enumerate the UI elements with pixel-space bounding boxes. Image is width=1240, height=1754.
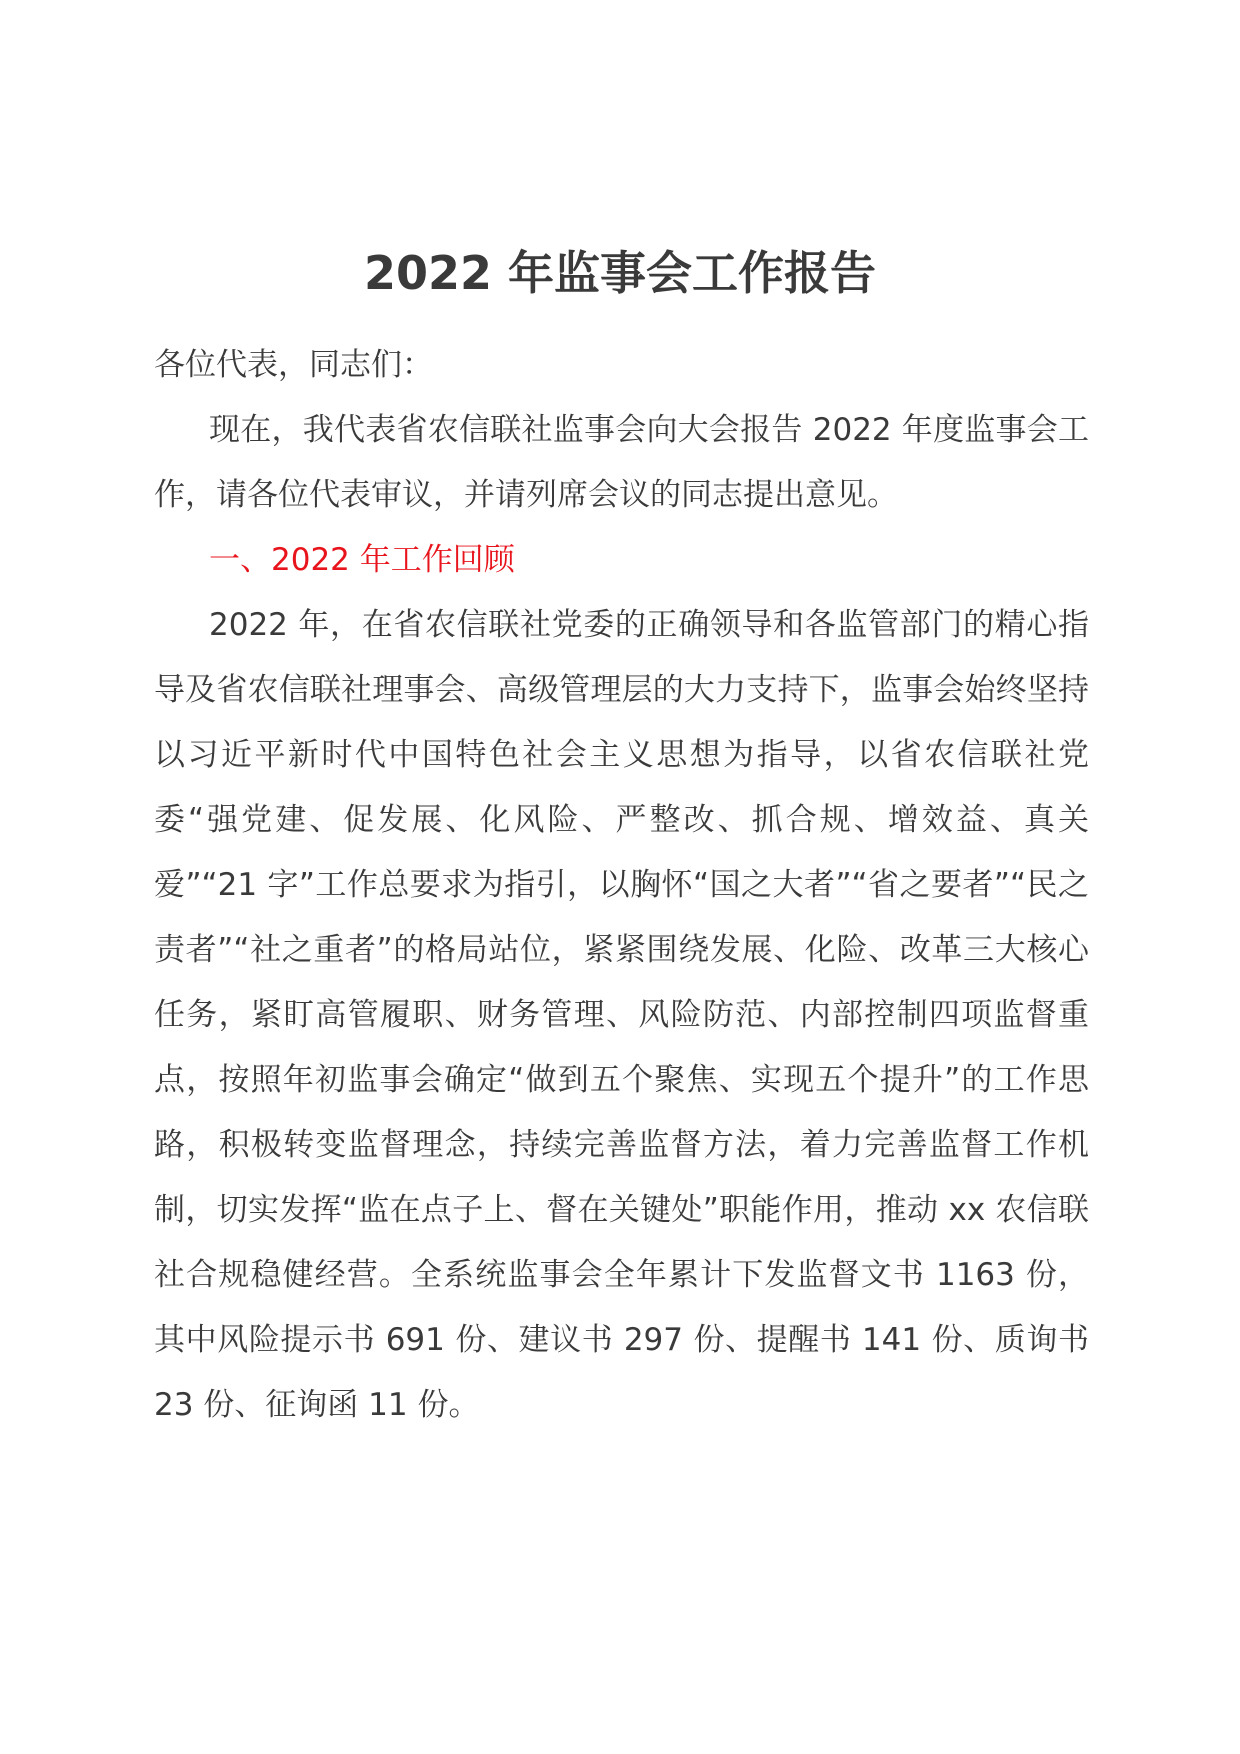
document-body bbox=[154, 333, 1089, 1438]
document-title: 2022 年监事会工作报告 bbox=[363, 246, 877, 300]
intro-paragraph: 现在，我代表省农信联社监事会向大会报告 2022 年度监事会工作，请各位代表审议，并请列席会议的同志提出意见。 bbox=[154, 412, 1089, 513]
salutation: 各位代表，同志们： bbox=[154, 347, 433, 383]
section-paragraph: 2022 年，在省农信联社党委的正确领导和各监管部门的精心指导及省农信联社理事会、高级管理层的大力支持下，监事会始终坚持以习近平新时代中国特色社会主义思想为指导，以省农信联社党委“强党建、促发展、化风险、严整改、抓合规、增效益、真关爱”“21 字”工作总要求为指引，以胸怀“国之大者”“省之要者”“民之责者”“社之重者”的格局站位，紧紧围绕发展、化险、改革三大核心任务，紧盯高管履职、财务管理、风险防范、内部控制四项监督重点，按照年初监事会确定“做到五个聚焦、实现五个提升”的工作思路，积极转变监督理念，持续完善监督方法，着力完善监督工作机制，切实发挥“监在点子上、督在关键处”职能作用，推动 xx 农信联社合规稳健经营。全系统监事会全年累计下发监督文书 1163 份，其中风险提示书 691 份、建议书 297 份、提醒书 141 份、质询书 23 份、征询函 11 份。 bbox=[154, 607, 1089, 1423]
section-heading: 一、2022 年工作回顾 bbox=[209, 542, 515, 578]
